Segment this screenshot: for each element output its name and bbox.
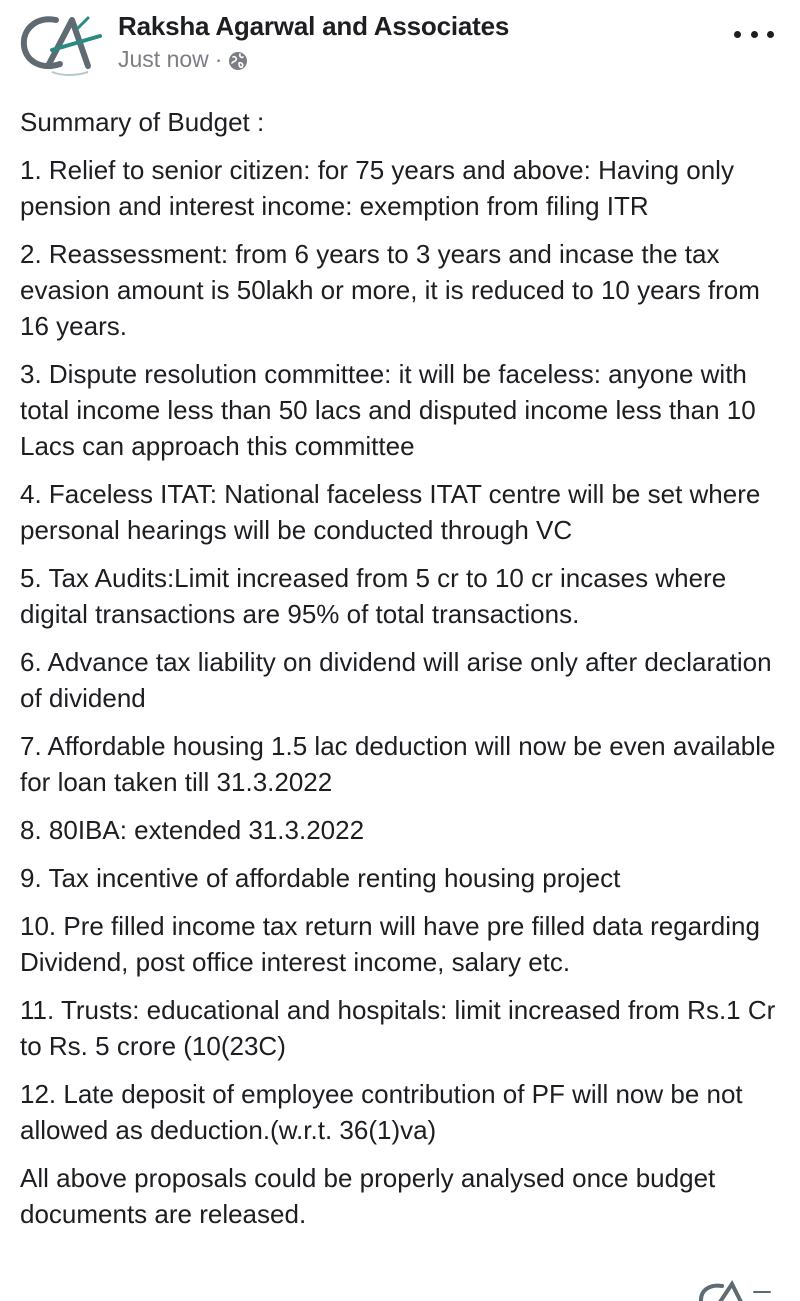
post-header	[0, 0, 800, 90]
budget-point-7: 7. Affordable housing 1.5 lac deduction will now be even available for loan taken till 31.3.2022	[20, 731, 776, 797]
more-options-button[interactable]	[734, 22, 774, 46]
globe-icon[interactable]	[228, 50, 248, 70]
budget-point-9: 9. Tax incentive of affordable renting housing project	[20, 863, 621, 893]
ca-logo-avatar[interactable]	[18, 10, 106, 80]
budget-point-8: 8. 80IBA: extended 31.3.2022	[20, 815, 365, 845]
budget-point-1: 1. Relief to senior citizen: for 75 years and above: Having only pension and interest income: exemption from filing ITR	[20, 155, 734, 221]
budget-point-12: 12. Late deposit of employee contribution of PF will now be not allowed as deduction.(w.r.t. 36(1)va)	[20, 1079, 743, 1145]
more-options-icon	[751, 31, 758, 38]
budget-point-11: 11. Trusts: educational and hospitals: limit increased from Rs.1 Cr to Rs. 5 crore (10(23C)	[20, 995, 776, 1061]
more-options-icon	[734, 31, 741, 38]
budget-point-2: 2. Reassessment: from 6 years to 3 years and incase the tax evasion amount is 50lakh or more, it is reduced to 10 years from 16 years.	[20, 239, 760, 341]
author-name[interactable]: Raksha Agarwal and Associates	[118, 11, 510, 41]
budget-point-3: 3. Dispute resolution committee: it will be faceless: anyone with total income less than 50 lacs and disputed income less than 10 Lacs can approach this committee	[20, 359, 756, 461]
more-options-icon	[767, 31, 774, 38]
budget-point-6: 6. Advance tax liability on dividend will arise only after declaration of dividend	[20, 647, 772, 713]
meta-separator: ·	[214, 46, 223, 72]
post-meta	[118, 46, 248, 73]
ca-logo-icon	[18, 10, 106, 80]
budget-point-5: 5. Tax Audits:Limit increased from 5 cr to 10 cr incases where digital transactions are 95% of total transactions.	[20, 563, 727, 629]
post-heading: Summary of Budget :	[20, 107, 265, 137]
post-timestamp[interactable]: Just now	[118, 46, 209, 72]
budget-point-4: 4. Faceless ITAT: National faceless ITAT centre will be set where personal hearings will be conducted through VC	[20, 479, 761, 545]
budget-point-10: 10. Pre filled income tax return will have pre filled data regarding Dividend, post office interest income, salary etc.	[20, 911, 760, 977]
post-text	[20, 104, 784, 1244]
post-closing-note: All above proposals could be properly analysed once budget documents are released.	[20, 1163, 716, 1229]
footer-ca-logo-icon	[694, 1278, 784, 1301]
